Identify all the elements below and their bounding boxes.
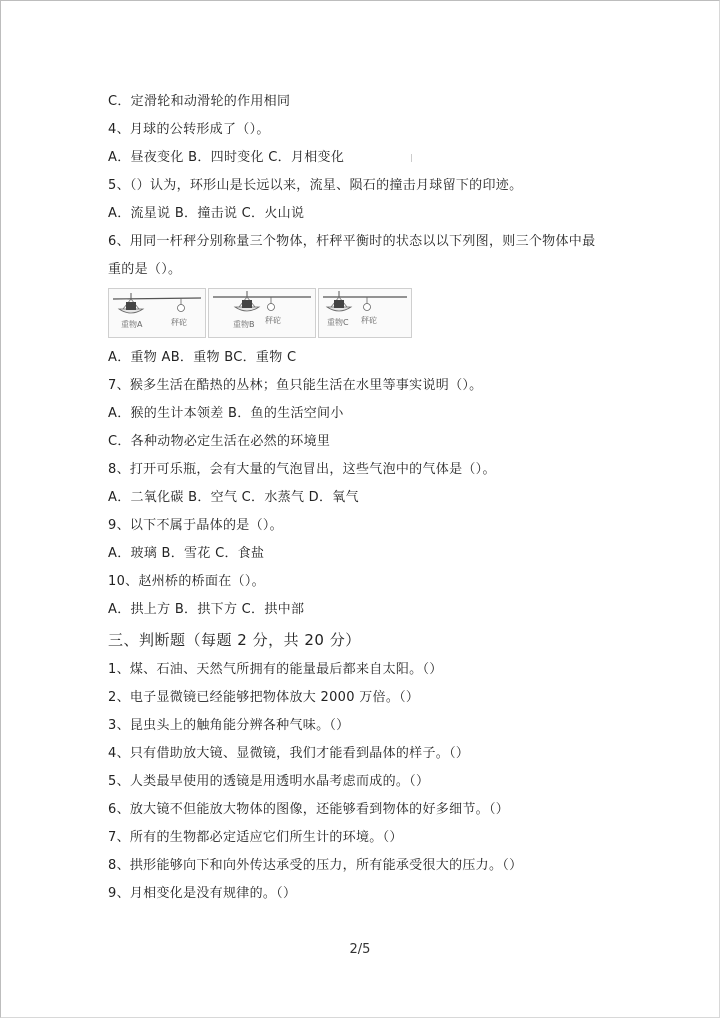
question-line: A．猴的生计本领差 B．鱼的生活空间小 — [108, 406, 344, 421]
question-line: 7、所有的生物都必定适应它们所生计的环境。（） — [108, 830, 403, 845]
steelyard-figure-b — [208, 288, 316, 338]
question-line: C．定滑轮和动滑轮的作用相同 — [108, 94, 291, 109]
question-line: 8、打开可乐瓶，会有大量的气泡冒出，这些气泡中的气体是（）。 — [108, 462, 496, 477]
question-line: C．各种动物必定生活在必然的环境里 — [108, 434, 331, 449]
question-line: 1、煤、石油、天然气所拥有的能量最后都来自太阳。（） — [108, 662, 443, 677]
question-line: 重的是（）。 — [108, 262, 182, 277]
question-line: 4、月球的公转形成了（）。 — [108, 122, 270, 137]
question-line: 9、以下不属于晶体的是（）。 — [108, 518, 283, 533]
question-line: 4、只有借助放大镜、显微镜，我们才能看到晶体的样子。（） — [108, 746, 470, 761]
question-line: A．二氧化碳 B．空气 C．水蒸气 D．氧气 — [108, 490, 359, 505]
question-line: 5、（）认为，环形山是长远以来，流星、陨石的撞击月球留下的印迹。 — [108, 178, 523, 193]
question-line: 6、放大镜不但能放大物体的图像，还能够看到物体的好多细节。（） — [108, 802, 510, 817]
question-line: A．流星说 B．撞击说 C．火山说 — [108, 206, 305, 221]
question-line: 2、电子显微镜已经能够把物体放大 2000 万倍。（） — [108, 690, 420, 705]
question-line: A．重物 AB．重物 BC．重物 C — [108, 350, 297, 365]
question-line: 5、人类最早使用的透镜是用透明水晶考虑而成的。（） — [108, 774, 430, 789]
steelyard-figure-a — [108, 288, 206, 338]
question-line: 6、用同一杆秤分别称量三个物体，杆秤平衡时的状态以以下列图，则三个物体中最 — [108, 234, 596, 249]
page-number: 2/5 — [349, 942, 371, 957]
question-line: 10、赵州桥的桥面在（）。 — [108, 574, 265, 589]
question-line: A．昼夜变化 B．四时变化 C．月相变化 — [108, 150, 345, 165]
question-line: 9、月相变化是没有规律的。（） — [108, 886, 297, 901]
steelyard-figures — [108, 288, 628, 338]
steelyard-figure-c — [318, 288, 412, 338]
question-line: A．玻璃 B．雪花 C．食盐 — [108, 546, 265, 561]
figure-object-label: 重物A — [121, 320, 143, 329]
figure-weight-label: 秤砣 — [361, 316, 377, 325]
question-line: 8、拱形能够向下和向外传达承受的压力，所有能承受很大的压力。（） — [108, 858, 523, 873]
question-line: 7、猴多生活在酷热的丛林；鱼只能生活在水里等事实说明（）。 — [108, 378, 483, 393]
document-body — [108, 88, 628, 908]
figure-object-label: 重物C — [327, 318, 349, 327]
question-line: A．拱上方 B．拱下方 C．拱中部 — [108, 602, 305, 617]
figure-object-label: 重物B — [233, 320, 255, 329]
question-line: 3、昆虫头上的触角能分辨各种气味。（） — [108, 718, 350, 733]
section-title: 三、判断题（每题 2 分，共 20 分） — [108, 631, 361, 649]
figure-weight-label: 秤砣 — [171, 318, 187, 327]
figure-weight-label: 秤砣 — [265, 316, 281, 325]
